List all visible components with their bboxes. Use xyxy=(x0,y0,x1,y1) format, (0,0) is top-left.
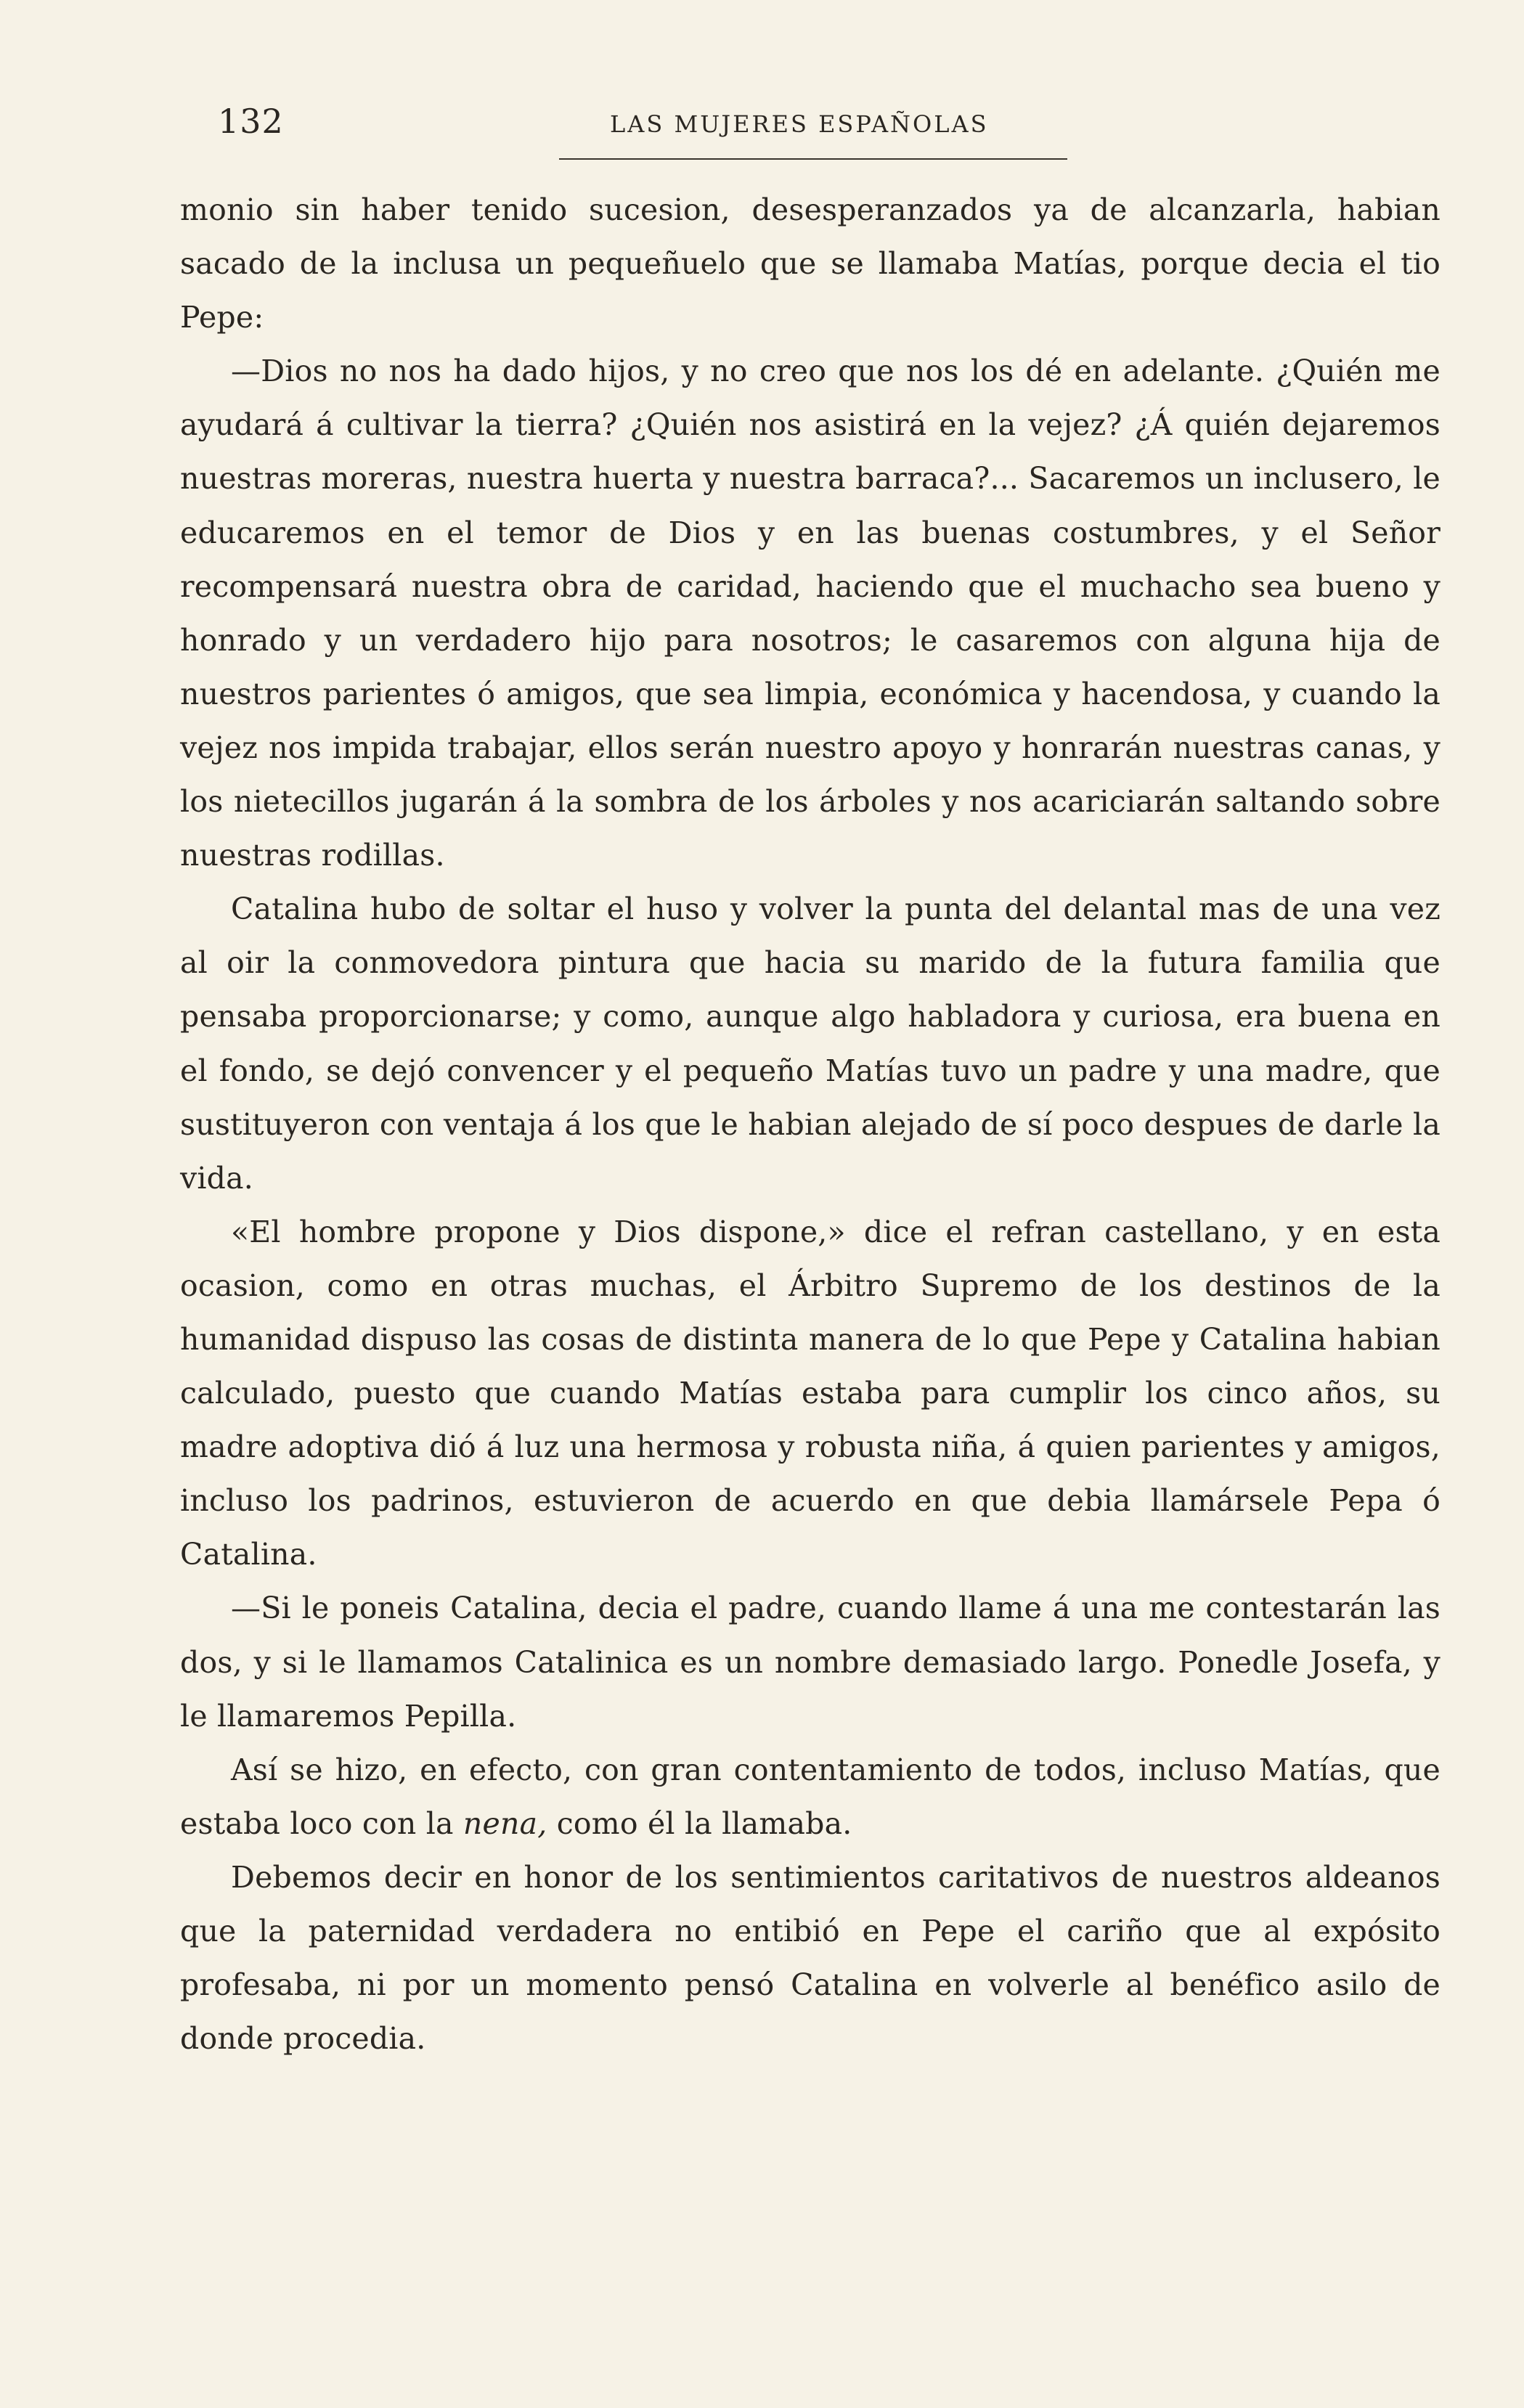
paragraph-7: Debemos decir en honor de los sentimientos caritativos de nuestros aldeanos que la paternidad verdadera no entibió en Pepe el cariño que al expósito profesaba, ni por un momento pensó Catalina en volverle al benéfico asilo de donde procedia. xyxy=(180,1859,1441,2057)
paragraph-3: Catalina hubo de soltar el huso y volver la punta del delantal mas de una vez al oir la conmovedora pintura que hacia su marido de la futura familia que pensaba proporcionarse; y como, aunque algo habladora y curiosa, era buena en el fondo, se dejó convencer y el pequeño Matías tuvo un padre y una madre, que sustituyeron con ventaja á los que le habian alejado de sí poco despues de darle la vida. xyxy=(180,891,1441,1196)
paragraph-5: —Si le poneis Catalina, decia el padre, cuando llame á una me contestarán las dos, y si le llamamos Catalinica es un nombre demasiado largo. Ponedle Josefa, y le llamaremos Pepilla. xyxy=(180,1591,1441,1734)
paragraph-6-before: Así se hizo, en efecto, con gran contentamiento de todos, incluso Matías, que estaba loco con la xyxy=(180,1752,1441,1841)
paragraph-1: monio sin haber tenido sucesion, desesperanzados ya de alcanzarla, habian sacado de la inclusa un pequeñuelo que se llamaba Matías, porque decia el tio Pepe: xyxy=(180,192,1441,335)
header-rule xyxy=(559,158,1067,160)
paragraph-6 xyxy=(180,1743,1441,1850)
paragraph-6-emphasis: nena, xyxy=(463,1805,547,1841)
running-title: LAS MUJERES ESPAÑOLAS xyxy=(610,110,989,138)
running-head xyxy=(218,102,1467,152)
page-number: 132 xyxy=(218,102,284,141)
paragraph-2: —Dios no nos ha dado hijos, y no creo que nos los dé en adelante. ¿Quién me ayudará á cultivar la tierra? ¿Quién nos asistirá en la vejez? ¿Á quién dejaremos nuestras moreras, nuestra huerta y nuestra barraca?... Sacaremos un inclusero, le educaremos en el temor de Dios y en las buenas costumbres, y el Señor recompensará nuestra obra de caridad, haciendo que el muchacho sea bueno y honrado y un verdadero hijo para nosotros; le casaremos con alguna hija de nuestros parientes ó amigos, que sea limpia, económica y hacendosa, y cuando la vejez nos impida trabajar, ellos serán nuestro apoyo y honrarán nuestras canas, y los nietecillos jugarán á la sombra de los árboles y nos acariciarán saltando sobre nuestras rodillas. xyxy=(180,354,1441,873)
paragraph-4: «El hombre propone y Dios dispone,» dice el refran castellano, y en esta ocasion, como en otras muchas, el Árbitro Supremo de los destinos de la humanidad dispuso las cosas de distinta manera de lo que Pepe y Catalina habian calculado, puesto que cuando Matías estaba para cumplir los cinco años, su madre adoptiva dió á luz una hermosa y robusta niña, á quien parientes y amigos, incluso los padrinos, estuvieron de acuerdo en que debia llamársele Pepa ó Catalina. xyxy=(180,1214,1441,1572)
paragraph-6-after: como él la llamaba. xyxy=(547,1805,852,1841)
text-body xyxy=(180,183,1441,2065)
